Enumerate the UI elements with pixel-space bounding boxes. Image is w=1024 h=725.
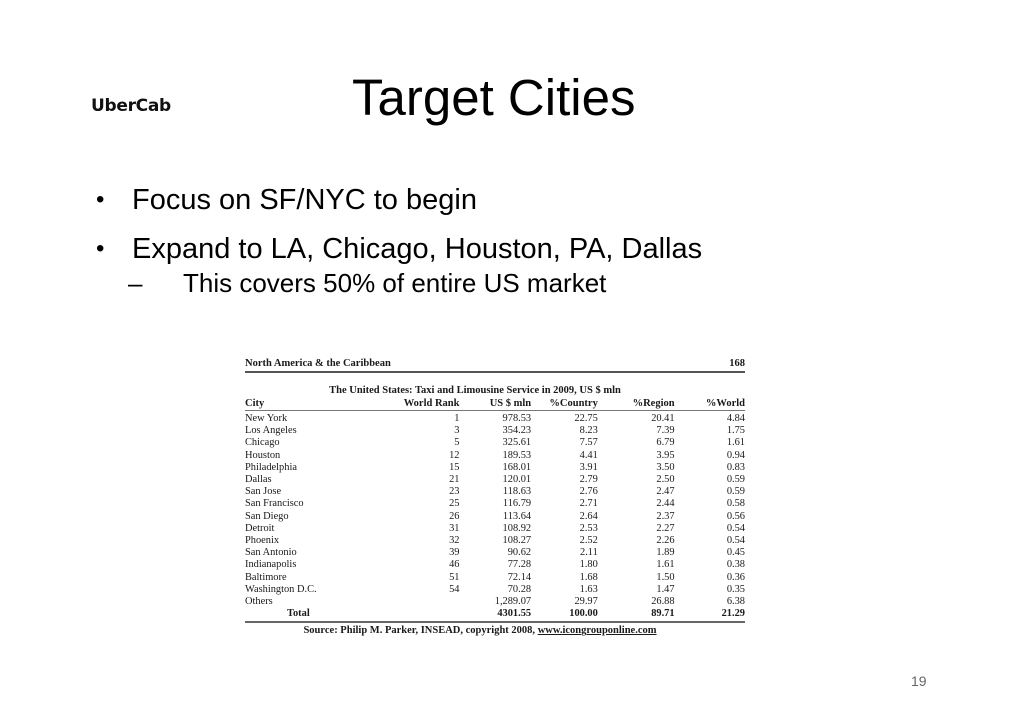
total-cell-world-rank <box>393 608 459 622</box>
slide-title: Target Cities <box>352 69 636 126</box>
cell-city: Philadelphia <box>245 461 297 473</box>
cell-world-rank: 5 <box>454 437 460 449</box>
cell-world-pct: 0.94 <box>726 449 745 461</box>
cell-region-pct: 2.37 <box>656 510 675 522</box>
cell-world-rank: 51 <box>449 571 460 583</box>
table-row <box>245 535 745 547</box>
cell-world-rank: 15 <box>449 461 460 473</box>
cell-country-pct: 2.76 <box>579 486 598 498</box>
cell-world-pct: 1.61 <box>726 437 745 449</box>
cell-world-rank: 54 <box>449 583 460 595</box>
table-row <box>245 411 745 426</box>
cell-city: San Jose <box>245 486 282 498</box>
source-link[interactable]: www.icongrouponline.com <box>537 625 657 637</box>
cell-region-pct: 1.47 <box>656 583 675 595</box>
cell-region-pct: 1.50 <box>656 571 675 583</box>
table-header-row <box>245 397 745 411</box>
col-header-country-pct: %Country <box>531 397 598 411</box>
cell-country-pct: 1.68 <box>579 571 598 583</box>
market-table-figure <box>245 357 745 636</box>
table-total-row <box>245 608 745 622</box>
table-row <box>245 523 745 535</box>
bullet-dot-icon: • <box>96 186 105 213</box>
region-label: North America & the Caribbean <box>245 358 391 369</box>
table-caption: The United States: Taxi and Limousine Service in 2009, US $ mln <box>329 385 621 396</box>
table-row <box>245 450 745 462</box>
cell-world-rank: 46 <box>449 559 460 571</box>
table-body <box>245 411 745 623</box>
cell-world-rank: 26 <box>449 510 460 522</box>
cell-region-pct: 2.47 <box>656 486 675 498</box>
cell-world-pct: 0.35 <box>726 583 745 595</box>
cell-country-pct: 22.75 <box>574 413 598 424</box>
cell-world-pct: 0.54 <box>726 522 745 534</box>
total-cell-country-pct: 100.00 <box>531 608 598 622</box>
cell-region-pct: 2.26 <box>656 535 675 547</box>
table-row <box>245 559 745 571</box>
cell-world-rank: 21 <box>449 474 460 486</box>
cell-usd: 1,289.07 <box>494 596 532 608</box>
cell-country-pct: 2.64 <box>579 510 598 522</box>
cell-city: Phoenix <box>245 535 280 547</box>
cell-world-pct: 0.36 <box>726 571 745 583</box>
cell-city: New York <box>245 413 288 424</box>
cell-city: Baltimore <box>245 571 287 583</box>
cell-city: San Francisco <box>245 498 304 510</box>
cell-usd: 120.01 <box>502 474 532 486</box>
cell-region-pct: 3.95 <box>656 449 675 461</box>
cell-world-pct: 0.56 <box>726 510 745 522</box>
table-row <box>245 596 745 608</box>
cell-region-pct: 7.39 <box>656 425 675 437</box>
cell-city: San Antonio <box>245 547 297 559</box>
col-header-city: City <box>245 397 393 411</box>
cell-country-pct: 29.97 <box>574 596 598 608</box>
cell-usd: 108.27 <box>502 535 532 547</box>
cell-usd: 70.28 <box>507 583 532 595</box>
cell-region-pct: 2.50 <box>656 474 675 486</box>
bullet-text: Expand to LA, Chicago, Houston, PA, Dallas <box>132 233 703 265</box>
cell-country-pct: 2.11 <box>580 547 598 559</box>
source-text: Source: Philip M. Parker, INSEAD, copyright 2008, <box>303 625 538 637</box>
table-row <box>245 486 745 498</box>
cell-country-pct: 7.57 <box>579 437 598 449</box>
cell-region-pct: 20.41 <box>651 413 675 424</box>
col-header-region-pct: %Region <box>598 397 675 411</box>
cell-country-pct: 2.79 <box>579 474 598 486</box>
table-page-header <box>245 357 745 373</box>
cell-world-pct: 0.58 <box>726 498 745 510</box>
cell-world-pct: 0.59 <box>726 474 745 486</box>
cell-city: Washington D.C. <box>245 583 317 595</box>
cell-city: San Diego <box>245 510 289 522</box>
cell-country-pct: 2.53 <box>579 522 598 534</box>
cell-region-pct: 26.88 <box>651 596 675 608</box>
cell-country-pct: 2.71 <box>579 498 598 510</box>
cell-region-pct: 2.27 <box>656 522 675 534</box>
cell-world-pct: 0.38 <box>726 559 745 571</box>
cell-city: Detroit <box>245 522 275 534</box>
source-page-number: 168 <box>729 358 745 369</box>
cell-world-pct: 1.75 <box>726 425 745 437</box>
bullet-item <box>96 182 702 218</box>
dash-icon: – <box>128 268 143 298</box>
cell-world-pct: 0.45 <box>726 547 745 559</box>
cell-world-rank: 23 <box>449 486 460 498</box>
cell-world-rank: 39 <box>449 547 460 559</box>
cell-region-pct: 3.50 <box>656 461 675 473</box>
bullet-dot-icon: • <box>96 235 105 262</box>
col-header-usd: US $ mln <box>459 397 531 411</box>
cell-country-pct: 2.52 <box>579 535 598 547</box>
cell-usd: 354.23 <box>502 425 532 437</box>
table-row <box>245 584 745 596</box>
cell-city: Others <box>245 596 273 608</box>
cell-world-pct: 6.38 <box>726 596 745 608</box>
table-row <box>245 437 745 449</box>
table-row <box>245 474 745 486</box>
cell-usd: 72.14 <box>507 571 532 583</box>
cell-usd: 90.62 <box>507 547 532 559</box>
cell-world-rank: 31 <box>449 522 460 534</box>
cell-country-pct: 1.63 <box>579 583 598 595</box>
total-cell-city: Total <box>245 608 393 622</box>
taxi-market-table <box>245 397 745 623</box>
cell-world-rank <box>393 596 459 608</box>
bullet-list <box>96 182 702 298</box>
cell-world-rank: 25 <box>449 498 460 510</box>
cell-city: Dallas <box>245 474 272 486</box>
cell-usd: 116.79 <box>502 498 532 510</box>
cell-usd: 325.61 <box>502 437 532 449</box>
table-row <box>245 547 745 559</box>
col-header-world-pct: %World <box>675 397 745 411</box>
cell-country-pct: 8.23 <box>579 425 598 437</box>
cell-usd: 108.92 <box>502 522 532 534</box>
cell-world-rank: 12 <box>449 449 460 461</box>
table-row <box>245 572 745 584</box>
cell-usd: 168.01 <box>502 461 532 473</box>
page-number: 19 <box>911 673 927 689</box>
cell-world-rank: 32 <box>449 535 460 547</box>
cell-usd: 189.53 <box>502 449 532 461</box>
cell-region-pct: 1.89 <box>656 547 675 559</box>
ubercab-logo: UberCab <box>91 96 171 116</box>
cell-region-pct: 6.79 <box>656 437 675 449</box>
total-cell-region-pct: 89.71 <box>598 608 675 622</box>
cell-city: Los Angeles <box>245 425 297 437</box>
cell-world-pct: 0.59 <box>726 486 745 498</box>
cell-region-pct: 1.61 <box>656 559 675 571</box>
cell-world-pct: 0.83 <box>726 461 745 473</box>
total-cell-usd: 4301.55 <box>459 608 531 622</box>
cell-city: Chicago <box>245 437 280 449</box>
cell-usd: 978.53 <box>502 413 532 424</box>
cell-world-rank: 1 <box>454 413 460 424</box>
bullet-item <box>96 231 702 267</box>
cell-country-pct: 1.80 <box>579 559 598 571</box>
table-row <box>245 498 745 510</box>
total-cell-world-pct: 21.29 <box>675 608 745 622</box>
col-header-world-rank: World Rank <box>393 397 459 411</box>
cell-world-pct: 4.84 <box>726 413 745 424</box>
table-row <box>245 462 745 474</box>
cell-world-rank: 3 <box>454 425 460 437</box>
cell-region-pct: 2.44 <box>656 498 675 510</box>
bullet-text: Focus on SF/NYC to begin <box>132 184 477 216</box>
cell-world-pct: 0.54 <box>726 535 745 547</box>
cell-usd: 113.64 <box>502 510 532 522</box>
table-source <box>245 625 745 636</box>
cell-city: Houston <box>245 449 281 461</box>
sub-bullet-text: This covers 50% of entire US market <box>183 268 607 298</box>
cell-country-pct: 4.41 <box>579 449 598 461</box>
table-row <box>245 425 745 437</box>
sub-bullet-item <box>96 268 702 298</box>
table-row <box>245 511 745 523</box>
cell-city: Indianapolis <box>245 559 297 571</box>
cell-usd: 77.28 <box>507 559 532 571</box>
cell-usd: 118.63 <box>502 486 532 498</box>
cell-country-pct: 3.91 <box>579 461 598 473</box>
